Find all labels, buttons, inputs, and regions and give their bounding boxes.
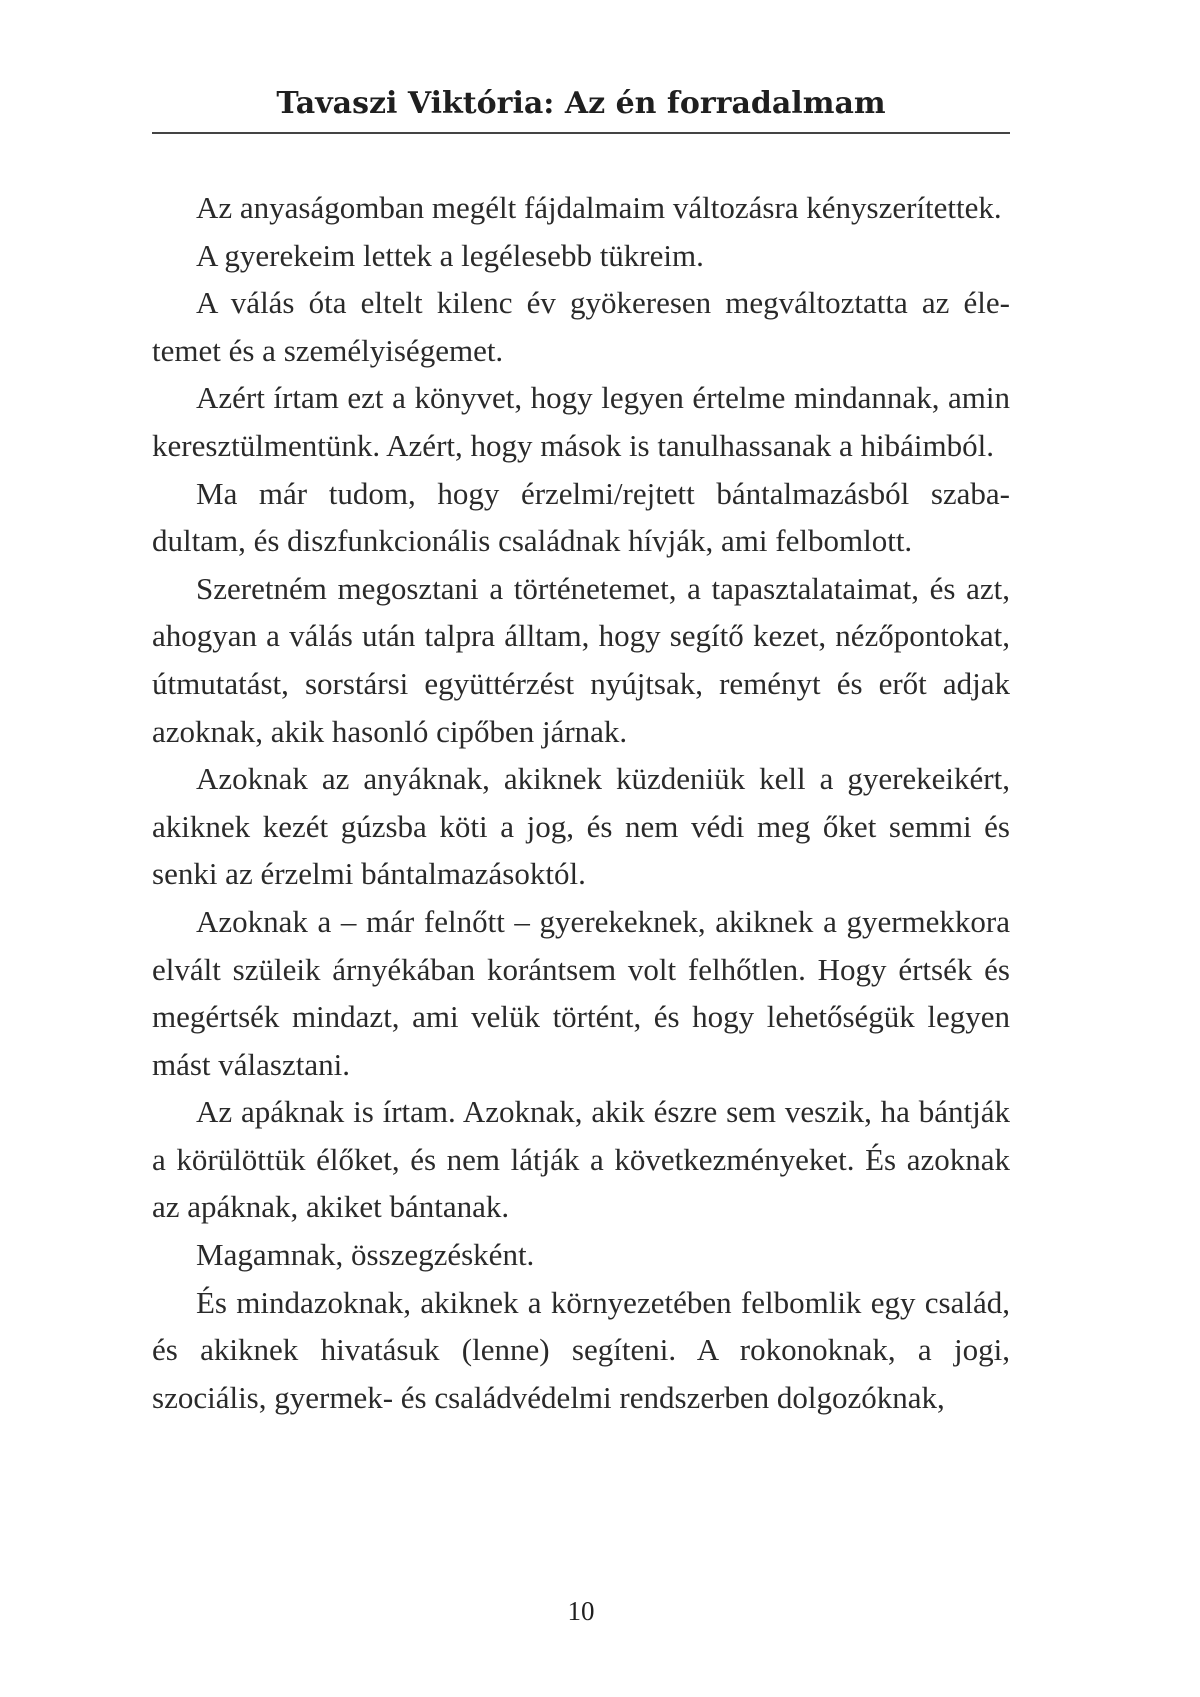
page-number: 10 bbox=[567, 1596, 595, 1626]
paragraph: És mindazoknak, akiknek a környezetében felbomlik egy család, és akiknek hivatásuk (lenne) segíteni. A rokonoknak, a jogi, szociális, gyermek- és családvédelmi rendszerben dolgozóknak, bbox=[152, 1284, 1010, 1415]
paragraph: Az apáknak is írtam. Azoknak, akik észre sem veszik, ha bántják a körülöttük élőket, és nem látják a következményeket. És azoknak az apáknak, akiket bántanak. bbox=[152, 1094, 1010, 1225]
running-head-title: Tavaszi Viktória: Az én forradalmam bbox=[276, 86, 886, 121]
paragraph: A gyerekeim lettek a legélesebb tükreim. bbox=[196, 237, 704, 273]
paragraph: Ma már tudom, hogy érzelmi/rejtett bántalmazásból szabadultam, és diszfunkcionális családnak hívják, ami felbomlott. bbox=[152, 475, 1010, 559]
paragraph: Azoknak a – már felnőtt – gyerekeknek, akiknek a gyermekkora elvált szüleik árnyékában korántsem volt felhőtlen. Hogy értsék és megértsék mindazt, ami velük történt, és hogy lehetőségük legyen mást választani. bbox=[152, 903, 1010, 1082]
paragraph: Azoknak az anyáknak, akiknek küzdeniük kell a gyerekeikért, akiknek kezét gúzsba köti a jog, és nem védi meg őket semmi és senki az érzelmi bántalmazásoktól. bbox=[152, 761, 1010, 892]
paragraph: A válás óta eltelt kilenc év gyökeresen megváltoztatta az életemet és a személyiségemet. bbox=[152, 285, 1010, 368]
header-rule bbox=[152, 132, 1010, 134]
paragraph: Az anyaságomban megélt fájdalmaim változásra kényszerítettek. bbox=[196, 190, 1002, 225]
body-text bbox=[152, 184, 1010, 1421]
paragraph: Azért írtam ezt a könyvet, hogy legyen értelme mindannak, amin keresztülmentünk. Azért, hogy mások is tanulhassanak a hibáimból. bbox=[152, 380, 1010, 463]
paragraph: Szeretném megosztani a történetemet, a tapasztalataimat, és azt, ahogyan a válás után talpra álltam, hogy segítő kezet, nézőpontokat, útmutatást, sorstársi együttérzést nyújtsak, reményt és erőt adjak azoknak, akik hasonló cipőben járnak. bbox=[152, 570, 1010, 749]
paragraph: Magamnak, összegzésként. bbox=[196, 1237, 535, 1273]
